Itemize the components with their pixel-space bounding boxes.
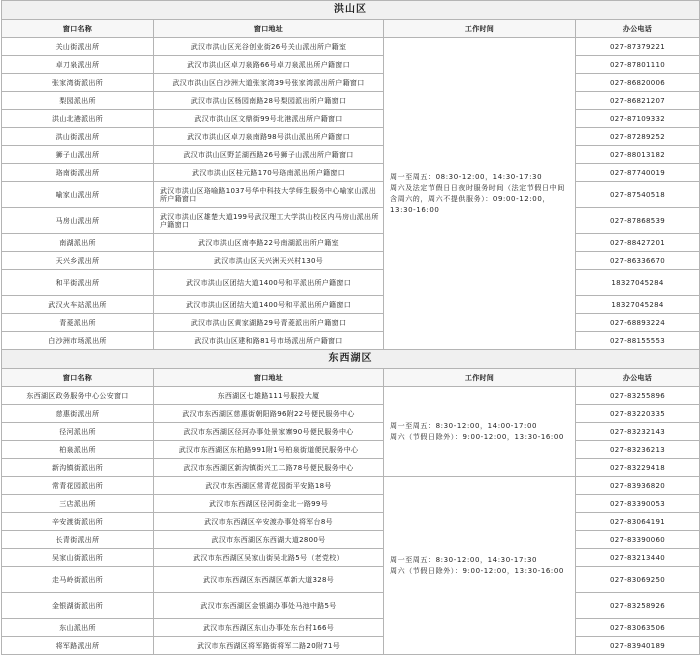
station-name: 洪山街派出所 bbox=[2, 128, 154, 146]
station-name: 柏泉派出所 bbox=[2, 441, 154, 459]
station-name: 三店派出所 bbox=[2, 495, 154, 513]
header-hours: 工作时间 bbox=[384, 20, 576, 38]
station-phone: 027-86820006 bbox=[576, 74, 700, 92]
station-phone: 027-87740019 bbox=[576, 164, 700, 182]
table-row bbox=[2, 441, 700, 459]
station-name: 卓刀泉派出所 bbox=[2, 56, 154, 74]
table-row bbox=[2, 270, 700, 296]
header-row bbox=[2, 20, 700, 38]
station-phone: 027-83064191 bbox=[576, 513, 700, 531]
station-phone: 027-87289252 bbox=[576, 128, 700, 146]
station-address: 武汉市洪山区黄家湖路29号青菱派出所户籍窗口 bbox=[154, 314, 384, 332]
table-row bbox=[2, 92, 700, 110]
station-phone: 027-88427201 bbox=[576, 234, 700, 252]
station-address: 武汉市洪山区桂元路170号珞南派出所户籍窗口 bbox=[154, 164, 384, 182]
station-name: 东山派出所 bbox=[2, 619, 154, 637]
table-row bbox=[2, 477, 700, 495]
station-name: 长青街派出所 bbox=[2, 531, 154, 549]
header-phone: 办公电话 bbox=[576, 369, 700, 387]
table-row bbox=[2, 38, 700, 56]
table-row bbox=[2, 146, 700, 164]
station-address: 武汉市东西湖区辛安渡办事处将军台8号 bbox=[154, 513, 384, 531]
table-row bbox=[2, 513, 700, 531]
station-name: 喻家山派出所 bbox=[2, 182, 154, 208]
table-row bbox=[2, 234, 700, 252]
table-row bbox=[2, 252, 700, 270]
station-address: 武汉市洪山区珞喻路1037号华中科技大学师生服务中心喻家山派出所户籍窗口 bbox=[154, 182, 384, 208]
station-phone: 18327045284 bbox=[576, 270, 700, 296]
station-phone: 027-83258926 bbox=[576, 593, 700, 619]
station-name: 珞南街派出所 bbox=[2, 164, 154, 182]
station-name: 狮子山派出所 bbox=[2, 146, 154, 164]
station-phone: 027-83940189 bbox=[576, 637, 700, 655]
station-address: 武汉市东西湖区慈惠街朝阳路96附22号便民服务中心 bbox=[154, 405, 384, 423]
station-phone: 027-83236213 bbox=[576, 441, 700, 459]
station-address: 东西湖区七雄路111号服投大厦 bbox=[154, 387, 384, 405]
station-address: 武汉市洪山区雄楚大道199号武汉理工大学洪山校区内马房山派出所户籍窗口 bbox=[154, 208, 384, 234]
station-name: 白沙洲市场派出所 bbox=[2, 332, 154, 350]
station-address: 武汉市东西湖区东西湖区革新大道328号 bbox=[154, 567, 384, 593]
station-address: 武汉市洪山区卓刀泉路66号卓刀泉派出所户籍窗口 bbox=[154, 56, 384, 74]
station-phone: 027-86821207 bbox=[576, 92, 700, 110]
dongxihu-hours-a: 周一至周五：8:30-12:00，14:00-17:00 周六（节假日除外）：9:00-12:00，13:30-16:00 bbox=[384, 387, 576, 477]
table-row bbox=[2, 531, 700, 549]
station-address: 武汉市东西湖区将军路街将军二路20附71号 bbox=[154, 637, 384, 655]
station-phone: 027-83390053 bbox=[576, 495, 700, 513]
station-name: 和平街派出所 bbox=[2, 270, 154, 296]
police-stations-table bbox=[1, 0, 700, 655]
station-name: 张家湾街派出所 bbox=[2, 74, 154, 92]
station-name: 武汉火车站派出所 bbox=[2, 296, 154, 314]
table-row bbox=[2, 619, 700, 637]
station-address: 武汉市洪山区天兴洲天兴村130号 bbox=[154, 252, 384, 270]
station-name: 走马岭街派出所 bbox=[2, 567, 154, 593]
dongxihu-hours-b: 周一至周五：8:30-12:00，14:30-17:30 周六（节假日除外）：9:00-12:00，13:30-16:00 bbox=[384, 477, 576, 655]
header-address: 窗口地址 bbox=[154, 369, 384, 387]
table-row bbox=[2, 164, 700, 182]
station-phone: 027-83232143 bbox=[576, 423, 700, 441]
station-phone: 027-83229418 bbox=[576, 459, 700, 477]
district-title-row bbox=[2, 1, 700, 20]
table-row bbox=[2, 110, 700, 128]
station-phone: 027-83390060 bbox=[576, 531, 700, 549]
station-phone: 027-87540518 bbox=[576, 182, 700, 208]
station-name: 南湖派出所 bbox=[2, 234, 154, 252]
station-name: 梨园派出所 bbox=[2, 92, 154, 110]
station-phone: 027-83255896 bbox=[576, 387, 700, 405]
station-phone: 027-86336670 bbox=[576, 252, 700, 270]
hongshan-hours: 周一至周五：08:30-12:00，14:30-17:30 周六及法定节假日日夜时服务时间（法定节假日中间含周六的，周六不提供服务）：09:00-12:00，13:30-16:00 bbox=[384, 38, 576, 350]
station-name: 关山街派出所 bbox=[2, 38, 154, 56]
station-phone: 027-87868539 bbox=[576, 208, 700, 234]
station-address: 武汉市东西湖区金银湖办事处马池中路5号 bbox=[154, 593, 384, 619]
station-address: 武汉市东西湖区东柏路991附1号柏泉街道便民服务中心 bbox=[154, 441, 384, 459]
station-name: 金银湖街派出所 bbox=[2, 593, 154, 619]
station-name: 慈惠街派出所 bbox=[2, 405, 154, 423]
station-phone: 027-88155553 bbox=[576, 332, 700, 350]
station-name: 辛安渡街派出所 bbox=[2, 513, 154, 531]
station-address: 武汉市东西湖区径河街金北一路99号 bbox=[154, 495, 384, 513]
district-title-dongxihu: 东西湖区 bbox=[2, 350, 700, 369]
table-row bbox=[2, 459, 700, 477]
station-phone: 18327045284 bbox=[576, 296, 700, 314]
station-phone: 027-83213440 bbox=[576, 549, 700, 567]
station-phone: 027-88013182 bbox=[576, 146, 700, 164]
station-name: 将军路派出所 bbox=[2, 637, 154, 655]
table-row bbox=[2, 405, 700, 423]
header-name: 窗口名称 bbox=[2, 20, 154, 38]
station-phone: 027-87801110 bbox=[576, 56, 700, 74]
table-row bbox=[2, 549, 700, 567]
station-name: 径河派出所 bbox=[2, 423, 154, 441]
table-row bbox=[2, 208, 700, 234]
table-row bbox=[2, 593, 700, 619]
station-phone: 027-87379221 bbox=[576, 38, 700, 56]
table-row bbox=[2, 637, 700, 655]
station-name: 新沟镇街派出所 bbox=[2, 459, 154, 477]
station-phone: 027-83936820 bbox=[576, 477, 700, 495]
station-address: 武汉市洪山区文鼎街99号北港派出所户籍窗口 bbox=[154, 110, 384, 128]
station-address: 武汉市洪山区白沙洲大道张家湾39号张家湾派出所户籍窗口 bbox=[154, 74, 384, 92]
table-row bbox=[2, 423, 700, 441]
station-phone: 027-83063506 bbox=[576, 619, 700, 637]
table-row bbox=[2, 314, 700, 332]
station-address: 武汉市洪山区卓刀泉南路98号洪山派出所户籍窗口 bbox=[154, 128, 384, 146]
district-title-hongshan: 洪山区 bbox=[2, 1, 700, 20]
station-address: 武汉市东西湖区新沟镇街兴工二路78号便民服务中心 bbox=[154, 459, 384, 477]
station-address: 武汉市洪山区团结大道1400号和平派出所户籍窗口 bbox=[154, 270, 384, 296]
station-phone: 027-87109332 bbox=[576, 110, 700, 128]
table-row bbox=[2, 296, 700, 314]
station-name: 洪山北港派出所 bbox=[2, 110, 154, 128]
table-row bbox=[2, 74, 700, 92]
table-row bbox=[2, 332, 700, 350]
station-address: 武汉市东西湖区径河办事处景家寨90号便民服务中心 bbox=[154, 423, 384, 441]
station-address: 武汉市东西湖区吴家山街吴北路5号（老党校） bbox=[154, 549, 384, 567]
station-address: 武汉市洪山区光谷创业街26号关山派出所户籍室 bbox=[154, 38, 384, 56]
station-address: 武汉市东西湖区东山办事处东台村166号 bbox=[154, 619, 384, 637]
station-address: 武汉市东西湖区东西湖大道2800号 bbox=[154, 531, 384, 549]
station-name: 吴家山街派出所 bbox=[2, 549, 154, 567]
header-address: 窗口地址 bbox=[154, 20, 384, 38]
station-address: 武汉市洪山区南李路22号南湖派出所户籍室 bbox=[154, 234, 384, 252]
table-row bbox=[2, 56, 700, 74]
header-phone: 办公电话 bbox=[576, 20, 700, 38]
station-name: 天兴乡派出所 bbox=[2, 252, 154, 270]
station-address: 武汉市洪山区野芷湖西路26号狮子山派出所户籍窗口 bbox=[154, 146, 384, 164]
table-row bbox=[2, 182, 700, 208]
header-name: 窗口名称 bbox=[2, 369, 154, 387]
table-row bbox=[2, 495, 700, 513]
table-row bbox=[2, 128, 700, 146]
station-name: 常青花园派出所 bbox=[2, 477, 154, 495]
station-phone: 027-83069250 bbox=[576, 567, 700, 593]
table-row bbox=[2, 387, 700, 405]
station-name: 青菱派出所 bbox=[2, 314, 154, 332]
station-phone: 027-83220335 bbox=[576, 405, 700, 423]
station-address: 武汉市东西湖区常青花园街平安路18号 bbox=[154, 477, 384, 495]
station-address: 武汉市洪山区杨园南路28号梨园派出所户籍窗口 bbox=[154, 92, 384, 110]
station-address: 武汉市洪山区建和路81号市场派出所户籍窗口 bbox=[154, 332, 384, 350]
header-row bbox=[2, 369, 700, 387]
table-row bbox=[2, 567, 700, 593]
station-phone: 027-68893224 bbox=[576, 314, 700, 332]
station-name: 东西湖区政务服务中心公安窗口 bbox=[2, 387, 154, 405]
station-name: 马房山派出所 bbox=[2, 208, 154, 234]
header-hours: 工作时间 bbox=[384, 369, 576, 387]
district-title-row bbox=[2, 350, 700, 369]
station-address: 武汉市洪山区团结大道1400号和平派出所户籍窗口 bbox=[154, 296, 384, 314]
